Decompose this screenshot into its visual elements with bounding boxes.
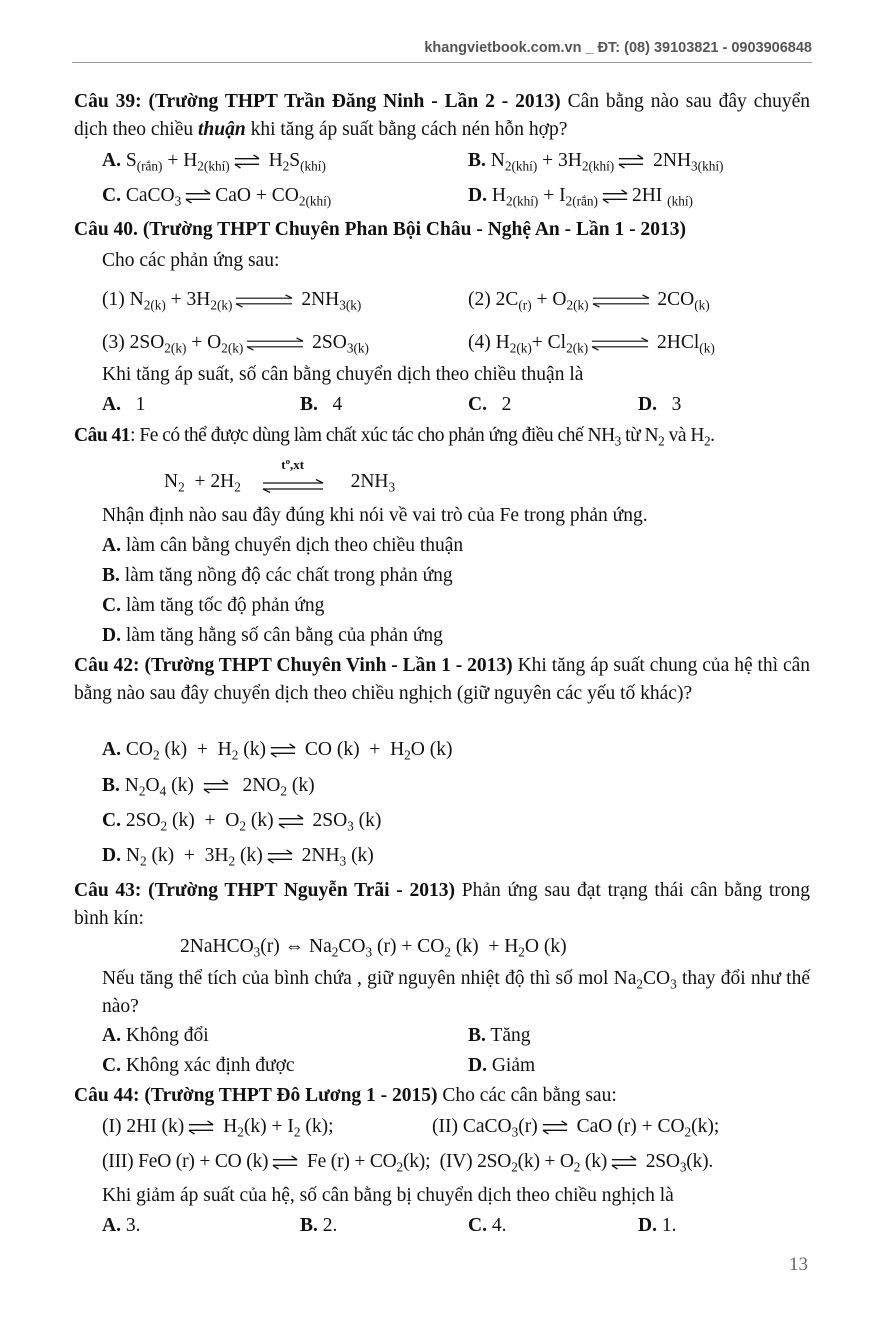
q40-source: (Trường THPT Chuyên Phan Bội Châu - Nghệ An - Lần 1 - 2013) xyxy=(142,219,686,240)
header-divider xyxy=(72,62,812,63)
q41-option-a: A. làm cân bằng chuyển dịch theo chiều thuận xyxy=(102,535,464,556)
q39-option-b: B. $N_{2(khí)} + 3H_{2(khí)}$ $2NH_{3(khí)}$ xyxy=(468,150,724,174)
equilibrium-arrow-icon xyxy=(591,337,649,351)
q43-option-a: A. Không đổi xyxy=(102,1025,209,1046)
q41-option-b: B. làm tăng nồng độ các chất trong phản ứng xyxy=(102,565,453,586)
q42-source: (Trường THPT Chuyên Vinh - Lần 1 - 2013) xyxy=(144,655,513,676)
q41-question: Nhận định nào sau đây đúng khi nói về vai trò của Fe trong phản ứng. xyxy=(102,505,648,526)
q43-option-c: C. Không xác định được xyxy=(102,1055,295,1076)
q40-reaction-2: (2) $2C_{(r)} + O_{2(k)}$ $2CO_{(k)}$ xyxy=(468,289,710,313)
q44-answer-a: A. 3. xyxy=(102,1215,141,1236)
reversible-arrow-icon xyxy=(601,189,629,204)
reversible-arrow-icon xyxy=(202,779,230,794)
reversible-arrow-icon xyxy=(277,814,305,829)
q39-source: (Trường THPT Trần Đăng Ninh - Lần 2 - 2013) xyxy=(148,91,561,112)
double-arrow-icon: ⇔ xyxy=(284,936,305,957)
q41-label: Câu 41 xyxy=(74,425,131,446)
q43-label: Câu 43: xyxy=(74,880,142,901)
reversible-arrow-icon xyxy=(233,154,261,169)
q43-option-b: B. Tăng xyxy=(468,1025,531,1046)
reversible-arrow-icon xyxy=(541,1120,569,1135)
q41-option-c: C. làm tăng tốc độ phản ứng xyxy=(102,595,325,616)
reversible-arrow-icon xyxy=(266,849,294,864)
q44-stem: Câu 44: (Trường THPT Đô Lương 1 - 2015) Cho các cân bằng sau: xyxy=(74,1085,617,1106)
q39-option-c: C. CaCO$_3$ CaO + $CO_{2(khí)}$ xyxy=(102,185,332,209)
q39-text2: khi tăng áp suất bằng cách nén hỗn hợp? xyxy=(250,119,568,140)
q44-question: Khi giảm áp suất của hệ, số cân bằng bị chuyển dịch theo chiều nghịch là xyxy=(102,1185,674,1206)
q40-answer-a: A. 1 xyxy=(102,394,146,415)
q39-option-d: D. $H_{2(khí)} + I_{2(rắn)}$ 2HI $_{(khí)}$ xyxy=(468,185,693,209)
reversible-arrow-icon xyxy=(610,1155,638,1170)
q40-reaction-3: (3) $2SO_{2(k)} + O_{2(k)}$ $2SO_{3(k)}$ xyxy=(102,332,369,356)
q44-answer-c: C. 4. xyxy=(468,1215,507,1236)
q40-label: Câu 40. xyxy=(74,219,138,240)
q42-option-a: A. $CO_2$ $(k) + H_2$ (k) CO $(k) + H_2O$ (k) xyxy=(102,739,453,763)
q44-equilibrium-2: (II) CaCO$_3$(r) CaO $(r) + CO_2(k)$; xyxy=(432,1116,720,1140)
q42-stem: Câu 42: (Trường THPT Chuyên Vinh - Lần 1 - 2013) Khi tăng áp suất chung của hệ thì cân bằng nào sau đây chuyển dịch theo chiều nghịch (giữ nguyên các yếu tố khác)? xyxy=(74,655,811,704)
q44-source: (Trường THPT Đô Lương 1 - 2015) xyxy=(144,1085,438,1106)
q40-stem xyxy=(74,218,686,242)
q42-option-b: B. $N_2O_4$ (k) $2NO_2$ (k) xyxy=(102,775,315,799)
q40-answer-b: B. 4 xyxy=(300,394,343,415)
q43-stem: Câu 43: (Trường THPT Nguyễn Trãi - 2013) Phản ứng sau đạt trạng thái cân bằng trong bình kín: xyxy=(74,880,811,929)
equilibrium-arrow-icon xyxy=(252,479,334,493)
q43-source: (Trường THPT Nguyễn Trãi - 2013) xyxy=(148,880,456,901)
q44-equilibrium-3-4: (III) FeO (r) + CO (k) Fe $(r) + CO_2(k)$; (IV) $2SO_2(k) + O_2$ (k) $2SO_3(k)$. xyxy=(102,1151,714,1175)
q44-answer-b: B. 2. xyxy=(300,1215,338,1236)
q39-label: Câu 39: xyxy=(74,91,142,112)
reversible-arrow-icon xyxy=(269,743,297,758)
reversible-arrow-icon xyxy=(184,189,212,204)
arrow-condition: $t^o,xt$ xyxy=(281,455,305,472)
q42-label: Câu 42: xyxy=(74,655,140,676)
q42-option-c: C. $2SO_2$ $(k) + O_2$ (k) $2SO_3$ (k) xyxy=(102,810,382,834)
q41-option-d: D. làm tăng hằng số cân bằng của phản ứng xyxy=(102,625,443,646)
q39-text1: Cân bằng nào sau đây chuyển dịch theo chiều xyxy=(74,91,811,140)
q44-answer-d: D. 1. xyxy=(638,1215,677,1236)
q43-question: Nếu tăng thể tích của bình chứa , giữ nguyên nhiệt độ thì số mol $Na_2CO_3$ thay đổi như thế nào? xyxy=(102,968,811,1017)
q39-stem xyxy=(74,88,810,144)
reversible-arrow-icon xyxy=(187,1120,215,1135)
q42-option-d: D. $N_2$ $(k) + 3H_2$ (k) $2NH_3$ (k) xyxy=(102,845,374,869)
q39-option-a: A. $S_{(rắn)} + H_{2(khí)}$ $H_2S_{(khí)}$ xyxy=(102,150,326,174)
q41-stem: Câu 41: Fe có thể được dùng làm chất xúc tác cho phản ứng điều chế $NH_3$ từ $N_2$ và $H_2$. xyxy=(74,425,715,449)
equilibrium-arrow-icon xyxy=(235,294,293,308)
q43-reaction: 2NaHCO$_3$(r) ⇔ $Na_2CO_3$ $(r) + CO_2$ $(k) + H_2O$ (k) xyxy=(180,936,567,960)
q40-answer-c: C. 2 xyxy=(468,394,512,415)
equilibrium-arrow-icon xyxy=(246,337,304,351)
equilibrium-arrow-icon xyxy=(592,294,650,308)
reversible-arrow-icon xyxy=(271,1155,299,1170)
q39-emph: thuận xyxy=(198,119,246,140)
q40-question: Khi tăng áp suất, số cân bằng chuyển dịch theo chiều thuận là xyxy=(102,364,584,385)
page-header: khangvietbook.com.vn _ ĐT: (08) 39103821 - 0903906848 xyxy=(424,40,812,56)
q40-reaction-4: (4) $H_{2(k)}+ Cl_{2(k)}$ 2HCl$_{(k)}$ xyxy=(468,332,715,356)
page-number: 13 xyxy=(789,1254,808,1275)
q40-answer-d: D. 3 xyxy=(638,394,682,415)
reversible-arrow-icon xyxy=(617,154,645,169)
q41-reaction: $N_2 + 2H_2$ $t^o,xt$ $2NH_3$ xyxy=(164,455,396,495)
q44-equilibrium-1: (I) 2HI (k) $H_2(k) + I_2$ (k); xyxy=(102,1116,334,1140)
q43-option-d: D. Giảm xyxy=(468,1055,536,1076)
q44-label: Câu 44: xyxy=(74,1085,140,1106)
q40-intro: Cho các phản ứng sau: xyxy=(102,250,280,271)
q40-reaction-1: (1) $N_{2(k)} + 3H_{2(k)}$ $2NH_{3(k)}$ xyxy=(102,289,362,313)
